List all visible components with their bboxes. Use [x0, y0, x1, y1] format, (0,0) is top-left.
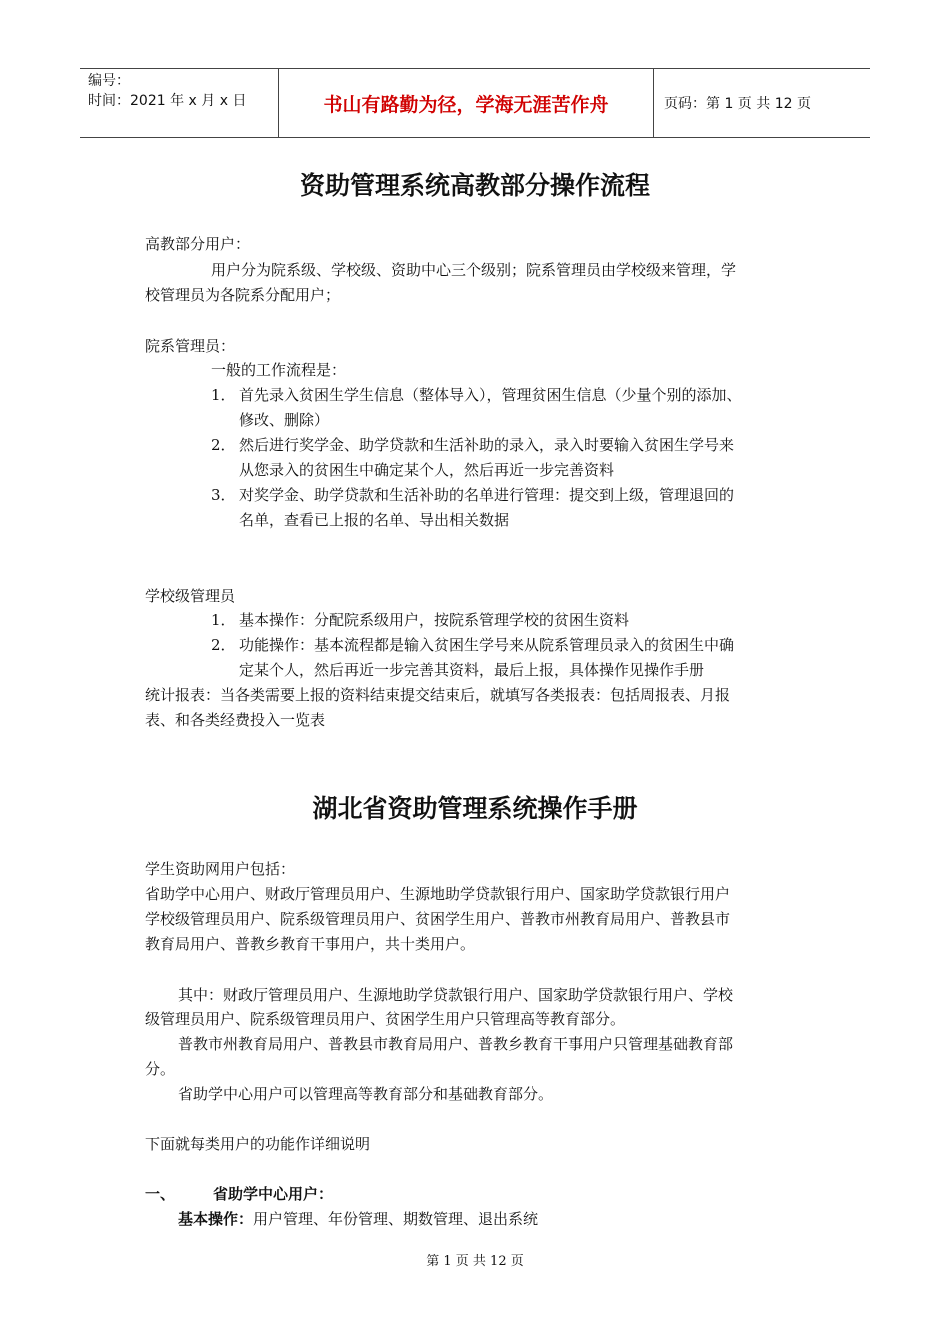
para: 教育局用户、普教乡教育干事用户，共十类用户。 [145, 935, 476, 953]
users-desc-line2: 校管理员为各院系分配用户； [145, 286, 341, 304]
heading-number: 一、 [145, 1185, 176, 1203]
section2-title: 湖北省资助管理系统操作手册 [312, 794, 638, 823]
school-heading: 学校级管理员 [145, 587, 236, 605]
list-text: 基本操作：分配院系级用户，按院系管理学校的贫困生资料 [239, 611, 630, 629]
page-footer: 第 1 页 共 12 页 [426, 1254, 524, 1269]
para: 省助学中心用户可以管理高等教育部分和基础教育部分。 [178, 1085, 554, 1103]
flow-intro: 一般的工作流程是： [211, 361, 347, 379]
section-heading [145, 1182, 333, 1206]
id-label: 编号： [88, 73, 130, 89]
list-number: 2． [211, 436, 236, 454]
list-text-cont: 定某个人，然后再近一步完善其资料，最后上报，具体操作见操作手册 [239, 661, 705, 679]
basic-ops-label: 基本操作： [178, 1210, 254, 1228]
users-desc-line1: 用户分为院系级、学校级、资助中心三个级别；院系管理员由学校级来管理，学 [211, 261, 737, 279]
stats-line1: 统计报表：当各类需要上报的资料结束提交结束后，就填写各类报表：包括周报表、月报 [145, 686, 731, 704]
list-text-cont: 从您录入的贫困生中确定某个人，然后再近一步完善资料 [239, 461, 615, 479]
para: 学生资助网用户包括： [145, 860, 296, 878]
para: 普教市州教育局用户、普教县市教育局用户、普教乡教育干事用户只管理基础教育部 [178, 1035, 734, 1053]
page-label: 页码：第 1 页 共 12 页 [664, 96, 811, 112]
basic-ops-text: 用户管理、年份管理、期数管理、退出系统 [253, 1210, 539, 1228]
list-item [211, 483, 734, 507]
section1-title: 资助管理系统高教部分操作流程 [299, 171, 650, 200]
header-meta-cell [80, 69, 279, 137]
list-number: 2． [211, 636, 236, 654]
list-number: 1． [211, 611, 236, 629]
document-header [80, 68, 870, 138]
list-number: 3． [211, 486, 236, 504]
para: 分。 [145, 1060, 176, 1078]
para: 学校级管理员用户、院系级管理员用户、贫困学生用户、普教市州教育局用户、普教县市 [145, 910, 731, 928]
time-label: 时间：2021 年 x 月 x 日 [88, 93, 247, 109]
list-number: 1． [211, 386, 236, 404]
list-text: 然后进行奖学金、助学贷款和生活补助的录入，录入时要输入贫困生学号来 [239, 436, 735, 454]
para: 级管理员用户、院系级管理员用户、贫困学生用户只管理高等教育部分。 [145, 1010, 626, 1028]
para: 省助学中心用户、财政厅管理员用户、生源地助学贷款银行用户、国家助学贷款银行用户 [145, 885, 731, 903]
dept-heading: 院系管理员： [145, 337, 236, 355]
stats-line2: 表、和各类经费投入一览表 [145, 711, 326, 729]
list-text: 首先录入贫困生学生信息（整体导入），管理贫困生信息（少量个别的添加、 [239, 386, 742, 404]
basic-ops-line [178, 1207, 538, 1231]
list-text-cont: 名单，查看已上报的名单、导出相关数据 [239, 511, 510, 529]
list-text: 功能操作：基本流程都是输入贫困生学号来从院系管理员录入的贫困生中确 [239, 636, 735, 654]
motto: 书山有路勤为径，学海无涯苦作舟 [279, 69, 654, 137]
list-text-cont: 修改、删除） [239, 411, 330, 429]
para: 下面就每类用户的功能作详细说明 [145, 1135, 371, 1153]
para: 其中：财政厅管理员用户、生源地助学贷款银行用户、国家助学贷款银行用户、学校 [178, 986, 734, 1004]
list-item [211, 383, 742, 407]
users-heading: 高教部分用户： [145, 235, 251, 253]
list-text: 对奖学金、助学贷款和生活补助的名单进行管理：提交到上级，管理退回的 [239, 486, 735, 504]
heading-text: 省助学中心用户： [213, 1185, 334, 1203]
list-item [211, 608, 629, 632]
list-item [211, 433, 734, 457]
list-item [211, 633, 734, 657]
